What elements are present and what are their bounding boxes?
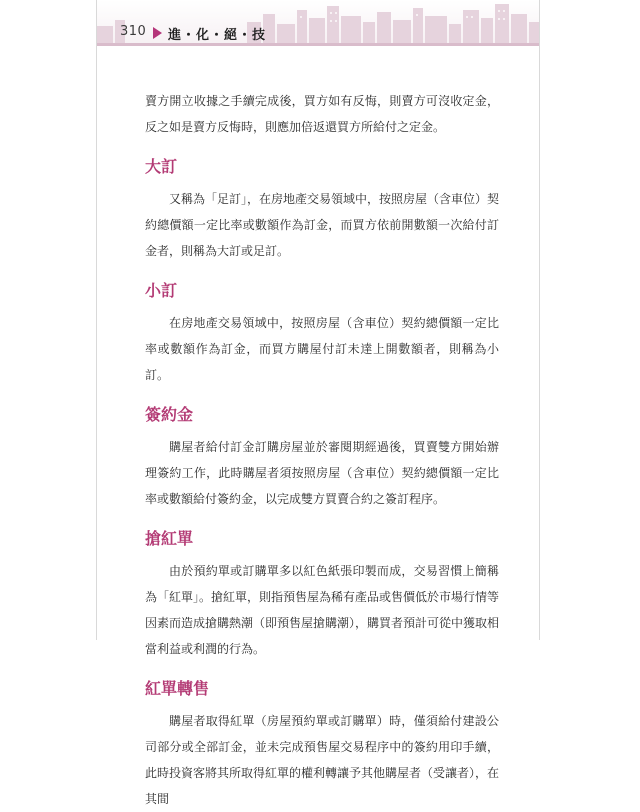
section-heading: 大訂	[145, 157, 178, 176]
section-paragraph: 又稱為「足訂」，在房地產交易領域中，按照房屋（含車位）契約總價額一定比率或數額作為訂金，而買方依前開數額一次給付訂金者，則稱為大訂或足訂。	[145, 192, 500, 258]
section-paragraph: 由於預約單或訂購單多以紅色紙張印製而成，交易習慣上簡稱為「紅單」。搶紅單，則指預售屋為稀有產品或售價低於市場行情等因素而造成搶購熱潮（即預售屋搶購潮），購買者預計可從中獲取相當利益或利潤的行為。	[145, 564, 500, 656]
intro-paragraph: 賣方開立收據之手續完成後，買方如有反悔，則賣方可沒收定金，反之如是賣方反悔時，則應加倍返還買方所給付之定金。	[145, 94, 499, 134]
section-paragraph: 在房地產交易領域中，按照房屋（含車位）契約總價額一定比率或數額作為訂金，而買方購屋付訂未達上開數額者，則稱為小訂。	[145, 316, 499, 382]
section-paragraph: 購屋者給付訂金訂購房屋並於審閱期經過後，買賣雙方開始辦理簽約工作，此時購屋者須按照房屋（含車位）契約總價額一定比率或數額給付簽約金，以完成雙方買賣合約之簽訂程序。	[145, 440, 499, 506]
section-heading: 小訂	[145, 281, 178, 300]
running-header-title: 進・化・絕・技	[168, 28, 267, 43]
page-header	[97, 0, 539, 46]
page-number: 310	[120, 24, 147, 39]
section-paragraph: 購屋者取得紅單（房屋預約單或訂購單）時，僅須給付建設公司部分或全部訂金，並未完成預售屋交易程序中的簽約用印手續，此時投資客將其所取得紅單的權利轉讓予其他購屋者（受讓者），在其間	[145, 714, 500, 806]
section-heading: 紅單轉售	[145, 679, 210, 698]
section-heading: 搶紅單	[145, 529, 194, 548]
section-heading: 簽約金	[145, 405, 194, 424]
city-skyline-illustration	[97, 0, 539, 46]
book-page	[96, 0, 540, 806]
header-arrow-icon	[153, 27, 162, 39]
page-body	[145, 88, 499, 812]
